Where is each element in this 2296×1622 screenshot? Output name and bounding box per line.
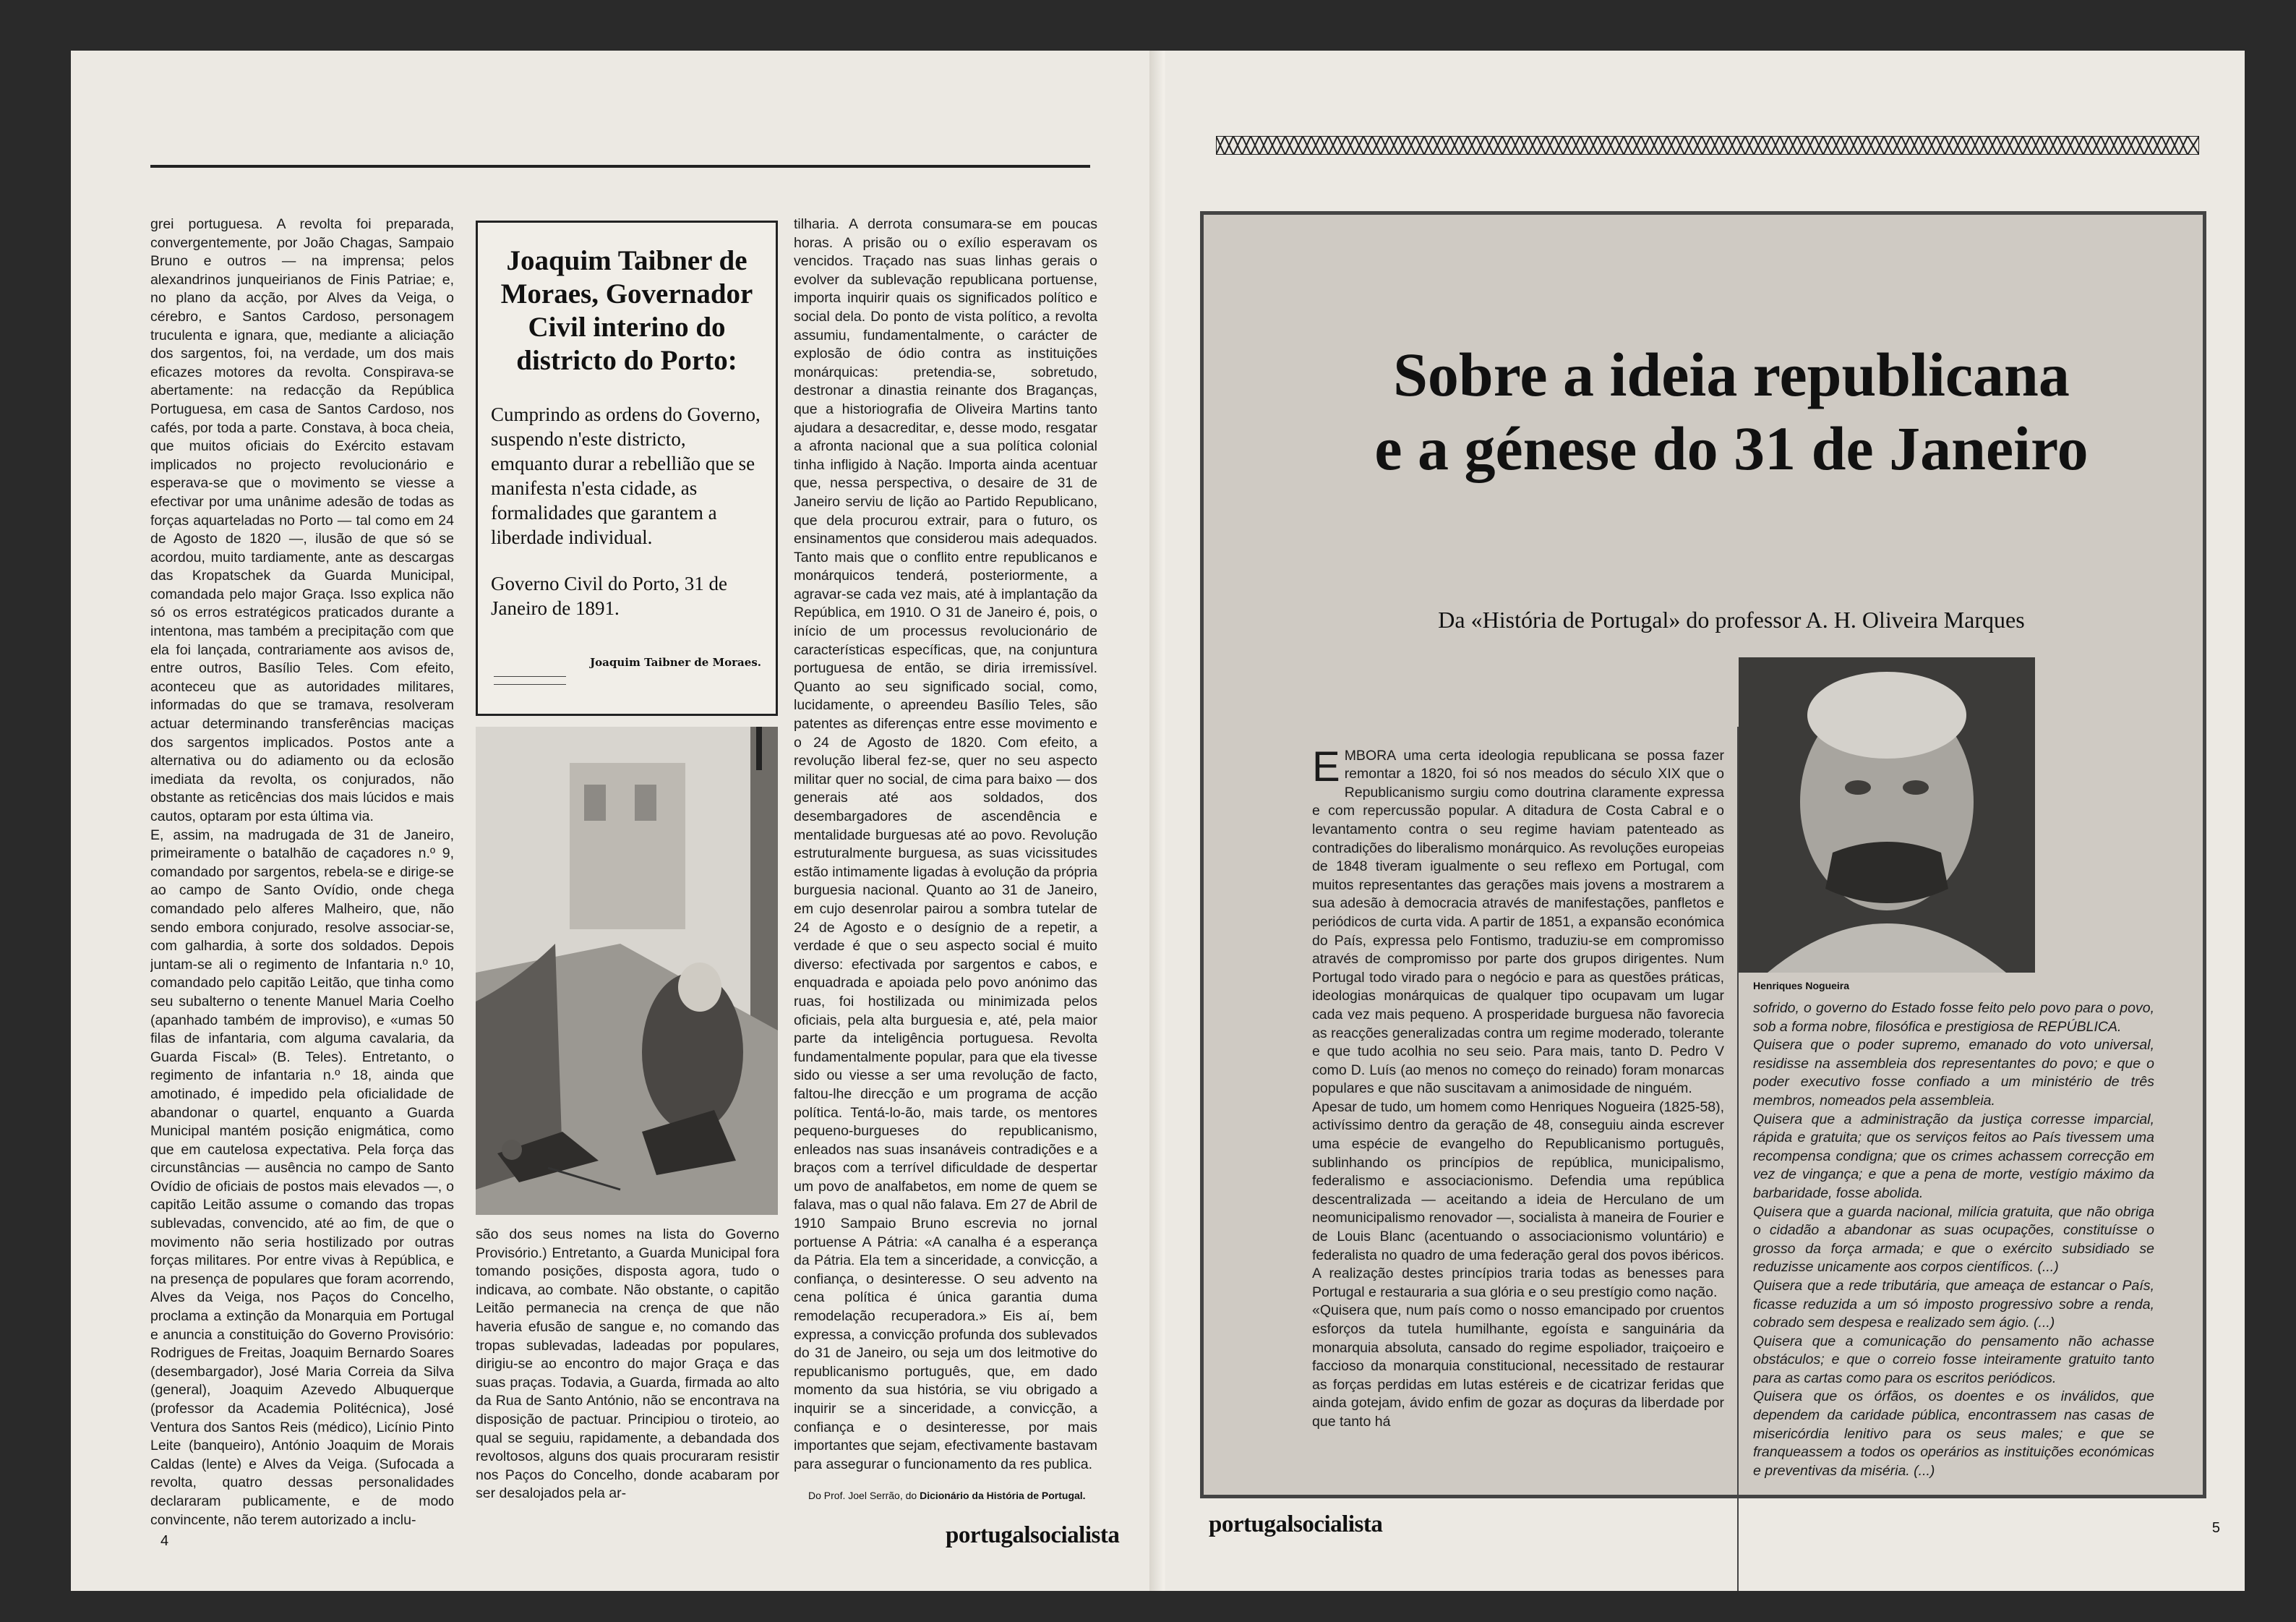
poster-signature: Joaquim Taibner de Moraes. [590,656,761,669]
page-number-right: 5 [2211,1520,2220,1536]
left-column-2-bottom: são dos seus nomes na lista do Governo Provisório.) Entretanto, a Guarda Municipal fora tomando posições, disposta agora, tudo o indicava, ao combate. Não obstante, o capitão Leitão permanecia na crença de que não haveria efusão de sangue e, no comando das tropas sublevadas, ladeadas por populares, dirigiu-se ao encontro do major Graça e das suas praças. Todavia, a Guarda, firmada ao alto da Rua de Santo António, não se encontrava na disposição de pactuar. Principiou o tiroteio, ao qual se seguiu, rapidamente, a debandada dos revoltosos, alguns dos quais procuraram resistir nos Paços do Concelho, donde acabaram por ser desalojados pela ar- [476,1226,779,1502]
article-frame [1200,211,2206,1498]
decorative-zigzag-border [1216,136,2199,155]
right-column-2: sofrido, o governo do Estado fosse feito pelo povo para o povo, sob a forma nobre, filosófica e prestigiosa de REPÚBLICA. Quisera que o poder supremo, emanado do voto universal, residisse na assembleia dos representantes do povo; e que o poder executivo fosse confiado a um ministério de três membros, nomeados pela assembleia. Quisera que a administração da justiça corresse imparcial, rápida e gratuita; que os serviços feitos ao País tivessem uma recompensa condigna; que os crimes achassem correcção em vez de vingança; e que a pena de morte, vestígio máximo da barbaridade, fosse abolida. Quisera que a guarda nacional, milícia gratuita, que não obriga o cidadão a abandonar as suas ocupações, constituísse o grosso da força armada; e que o exército subsidiado se reduzisse unicamente aos corpos científicos. (...) Quisera que a rede tributária, que ameaça de estancar o País, ficasse reduzida a um só imposto progressivo sobre a renda, cobrado sem despesa e realizado sem ágio. (...) Quisera que a comunicação do pensamento não achasse obstáculos; e que o correio fosse inteiramente gratuito tanto para as cartas como para os escritos periódicos. Quisera que os órfãos, os doentes e os inválidos, que dependem da caridade pública, encontrassem nas casas de misericórdia lenitivo para os seus males; e que se franqueassem a todos os operários as instituições económicas e preventivas da miséria. (...) [1753,1000,2154,1479]
article-credit [808,1490,1086,1502]
column-divider [1737,727,1739,1591]
photo-caption: Henriques Nogueira [1753,980,1850,991]
article-subhead: Da «História de Portugal» do professor A. H. Oliveira Marques [1438,607,2025,633]
left-column-1: grei portuguesa. A revolta foi preparada, convergentemente, por João Chagas, Sampaio Bruno e outros — na imprensa; pelos alexandrinos junqueirianos de Finis Patriae; e, no plano da acção, por Alves da Veiga, o cérebro, e Santos Cardoso, personagem truculenta e ignara, que, mediante a aliciação dos sargentos, foi, na verdade, um dos mais eficazes motores da revolta. Conspirava-se abertamente: na redacção da República Portuguesa, em casa de Santos Cardoso, nos cafés, por toda a parte. Constava, à boca cheia, que muitos oficiais do Exército estavam implicados no projecto revolucionário e esperava-se que o movimento se viesse a efectivar por uma unânime adesão de todas as forças aquarteladas no Porto — tal como em 24 de Agosto de 1820 —, ilusão de que só se acordou, muito tardiamente, ante as descargas das Kropatschek da Guarda Municipal, comandada pelo major Graça. Isso explica não só os erros estratégicos praticados durante a intentona, mas também a precipitação com que ela foi lançada, contrariamente aos avisos de, entre outros, Basílio Teles. Com efeito, aconteceu que as autoridades militares, informadas do que se tramava, resolveram actuar determinando transferências maciças dos sargentos implicados. Postos ante a alternativa ou do adiamento ou da eclosão imediata da revolta, os conjurados, não obstante as reticências dos mais lúcidos e mais cautos, optaram por esta última via. E, assim, na madrugada de 31 de Janeiro, primeiramente o batalhão de caçadores n.º 9, comandado por sargentos, rebela-se e dirige-se ao campo de Santo Ovídio, onde chega comandado pelo alferes Malheiro, que, não sendo embora conjurado, resolve associar-se, com galhardia, à sorte dos soldados. Depois juntam-se ali o regimento de Infantaria n.º 10, comandado pelo capitão Leitão, que tinha como seu subalterno o tenente Manuel Maria Coelho (apanhado também de improviso), e «umas 50 filas de infantaria, com alguma cavalaria, da Guarda Fiscal» (B. Teles). Entretanto, o regimento de infantaria n.º 18, ainda que amotinado, é impedido pela oficialidade de abandonar o quartel, enquanto a Guarda Municipal mantém posição enigmática, como que em cautelosa expectativa. Pela força das circunstâncias — ausência no campo de Santo Ovídio de oficiais de postos mais elevados —, o capitão Leitão assume o comando das tropas sublevadas, convencido, até ao fim, de que o movimento não seria hostilizado por outras forças militares. Por entre vivas à República, e na presença de populares que foram acorrendo, Alves da Veiga, nos Paços do Concelho, proclama a extinção da Monarquia em Portugal e anuncia a constituição do Governo Provisório: Rodrigues de Freitas, Joaquim Bernardo Soares (desembargador), José Maria Correia da Silva (general), Joaquim Azevedo Albuquerque (professor da Academia Politécnica), José Ventura dos Santos Reis (médico), Licínio Pinto Leite (banqueiro), António Joaquim de Morais Caldas (lente) e Alves da Veiga. (Sufocada a revolta, quatro dessas personalidades declararam publicamente, e de modo convincente, não terem autorizado a inclu- [150,216,454,1528]
poster-heading: Joaquim Taibner de Moraes, Governador Civil interino do districto do Porto: [500,245,753,376]
engraving-illustration [476,727,778,1215]
top-rule [150,165,1090,168]
left-page [71,51,1164,1591]
poster-date: Governo Civil do Porto, 31 de Janeiro de 1891. [491,573,727,619]
credit-source: Dicionário da História de Portugal. [920,1490,1086,1501]
portrait-photo [1739,657,2035,973]
right-column-1 [1312,728,1724,1591]
headline-line-2: e a génese do 31 de Janeiro [1374,414,2089,483]
poster-body: Cumprindo as ordens do Governo, suspendo n'este districto, emquanto durar a rebellião que se manifesta n'esta cidade, as formalidades que garantem a liberdade individual. [491,404,761,548]
drop-cap: E [1312,743,1340,790]
masthead-logo-right: portugalsocialista [1209,1511,1383,1537]
page-number-left: 4 [160,1533,169,1549]
masthead-logo-left: portugalsocialista [946,1522,1120,1548]
right-page [1165,51,2245,1591]
poster-stamp [494,676,566,685]
article-headline [1261,338,2201,485]
right-column-1-text: MBORA uma certa ideologia republicana se possa fazer remontar a 1820, foi só nos meados do século XIX que o Republicanismo surgiu como doutrina claramente expressa e com repercussão popular. A ditadura de Costa Cabral e o levantamento contra o seu regime haviam patenteado as contradições do liberalismo monárquico. As revoluções europeias de 1848 tiveram igualmente o seu reflexo em Portugal, com muitos representantes das gerações mais jovens a mostrarem a sua adesão à democracia através de manifestações, panfletos e periódicos de curta vida. A partir de 1851, a expansão económica do País, expressa pelo Fontismo, traduziu-se em compromisso através de compromisso por parte dos grupos dirigentes. Num Portugal todo virado para o negócio e para as questões práticas, ideologias monárquicas de qualquer tipo ocupavam um lugar cada vez mais pequeno. A prosperidade burguesa não favorecia as reacções generalizadas contra um regime moderado, tolerante e que tudo acolhia no seu seio. Para mais, tanto D. Pedro V como D. Luís (ao menos no começo do reinado) foram monarcas populares e que não suscitavam a animosidade de ninguém. Apesar de tudo, um homem como Henriques Nogueira (1825-58), activíssimo dentro da geração de 48, conseguiu ainda escrever uma espécie de evangelho do Republicanismo português, sublinhando os princípios de república, municipalismo, federalismo e associacionismo. Defendia uma república descentralizada — aceitando a ideia de Herculano de um neomunicipalismo renovador —, socialista à maneira de Fourier e de Louis Blanc (acentuando o associacionismo voluntário) e federalista no quadro de uma federação geral dos povos ibéricos. A realização destes princípios traria todas as benesses para Portugal e restauraria a sua glória e o seu prestígio como nação. «Quisera que, num país como o nosso emancipado por cruentos esforços da tutela humilhante, egoísta e sanguinária da monarquia absoluta, cansado do regime espoliador, traiçoeiro e faccioso da monarquia constitucional, necessitado de restaurar as forças perdidas em lutas estéreis e de cicatrizar feridas que ainda gotejam, ávido enfim de gozar as doçuras da liberdade por que tanto há [1312,747,1724,1430]
headline-line-1: Sobre a ideia republicana [1393,340,2070,409]
portrait-illustration [1739,657,2035,973]
decree-poster [476,221,778,716]
left-column-3: tilharia. A derrota consumara-se em poucas horas. A prisão ou o exílio esperavam os vencidos. Traçado nas suas linhas gerais o evolver da sublevação republicana portuense, importa inquirir quais os significados político e social dela. Do ponto de vista político, a revolta assumiu, fundamentalmente, o carácter de explosão de ódio contra as instituições monárquicas: pretendia-se, sobretudo, destronar a dinastia reinante dos Braganças, que a historiografia de Oliveira Martins tanto ajudara a desacreditar, e, desse modo, resgatar a afronta nacional que a sua política colonial tinha infligido à Nação. Importa ainda acentuar que, nessa perspectiva, o desaire de 31 de Janeiro serviu de lição ao Partido Republicano, que dela procurou extrair, para o futuro, os ensinamentos que considerou mais adequados. Tanto mais que o conflito entre republicanos e monárquicos tenderá, posteriormente, a agravar-se cada vez mais, até à implantação da República, em 1910. O 31 de Janeiro é, pois, o início de um processus revolucionário de características específicas, que, na conjuntura portuguesa de então, se diria irremissível. Quanto ao seu significado social, como, lucidamente, o apreendeu Basílio Teles, são patentes as diferenças entre esse movimento e o 24 de Agosto de 1820. Com efeito, a revolução liberal fez-se, quer no seu aspecto militar quer no social, de cima para baixo — dos generais até aos soldados, dos desembargadores de ascendência e mentalidade burguesas até ao povo. Revolução estruturalmente burguesa, as suas vicissitudes estão intimamente ligadas à evolução da própria burguesia nacional. Quanto ao 31 de Janeiro, em cujo desenrolar pairou a sombra tutelar de 24 de Agosto e o desígnio de a repetir, a verdade é que o seu aspecto social é muito diverso: efectivada por sargentos e cabos, e enquadrada e apoiada pelo povo anónimo das ruas, foi hostilizada ou minimizada pelos oficiais, pela alta burguesia e, até, pela maior parte da inteligência portuguesa. Revolta fundamentalmente popular, para que ela tivesse sido ou viesse a ser uma revolução de facto, faltou-lhe direcção e um programa de acção política. Tentá-lo-ão, mais tarde, os mentores pequeno-burgueses do republicanismo, enleados nas suas insanáveis contradições e a braços com a terrível dificuldade de despertar um povo de analfabetos, em nome de quem se falava, mas o qual não falava. Em 27 de Abril de 1910 Sampaio Bruno escrevia no jornal portuense A Pátria: «A canalha é a esperança da Pátria. Ela tem a sinceridade, a convicção, a confiança, o desinteresse. O seu advento na cena política é única garantia duma remodelação recuperadora.» Eis aí, bem expressa, a convicção profunda dos sublevados do 31 de Janeiro, ou seja um dos leitmotive do republicanismo português, que, em dado momento da sua história, se viu obrigado a inquirir se a sinceridade, a convicção, a confiança e o desinteresse, por mais importantes que sejam, efectivamente bastavam para assegurar o funcionamento da res publica. [794,216,1097,1472]
credit-prefix: Do Prof. Joel Serrão, do [808,1490,917,1501]
riot-engraving [476,727,778,1215]
